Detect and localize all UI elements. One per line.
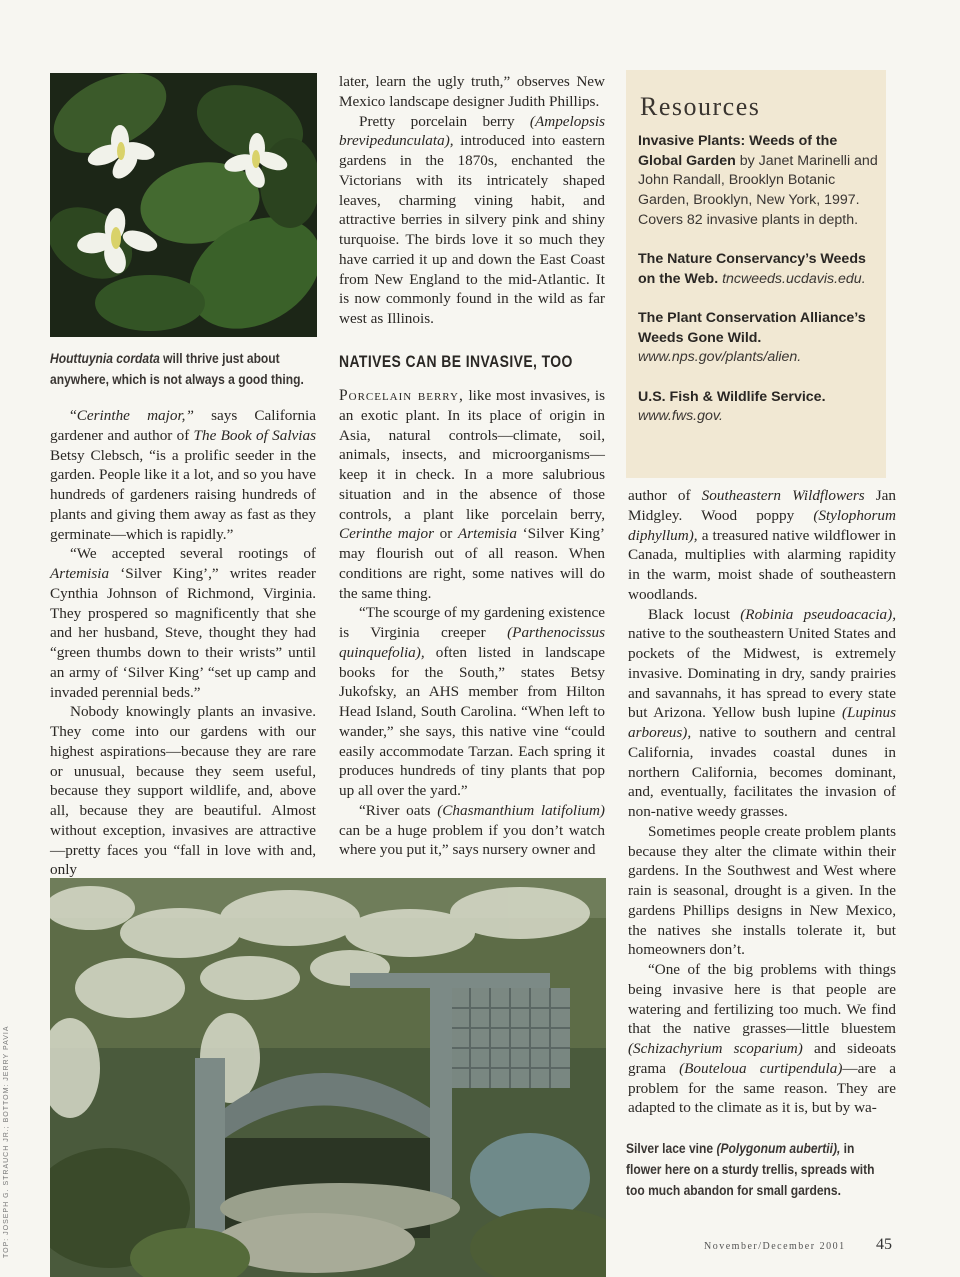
resources-title: Resources xyxy=(640,92,761,121)
photo-credit: TOP: JOSEPH G. STRAUCH JR.; BOTTOM: JERRY PAVIA xyxy=(3,1025,10,1258)
section-lead-in: Porcelain berry, xyxy=(339,387,464,404)
houttuynia-caption-name: Houttuynia cordata xyxy=(50,351,160,366)
lace-vine-caption xyxy=(626,1138,892,1201)
col1-paragraph: “We accepted several rootings of Artemisia ‘Silver King’,” writes reader Cynthia Johnson of Richmond, Virginia. They prospered so magnificently that she and her husband, Steve, thought they had “green thumbs down to their wrists” until an army of ‘Silver King’ “set up camp and invaded perennial beds.” xyxy=(50,545,316,701)
resource-entry: Invasive Plants: Weeds of the Global Garden by Janet Marinelli and John Randall, Brooklyn Botanic Garden, Brooklyn, New York, 1997. Covers 82 invasive plants in depth. xyxy=(638,133,878,228)
resource-entry: U.S. Fish & Wildlife Service. www.fws.gov. xyxy=(638,388,826,425)
lace-vine-caption-text: in flower here on a sturdy trellis, spreads with too much abandon for small gardens. xyxy=(626,1141,875,1198)
col3-paragraph: Sometimes people create problem plants because they alter the climate within their gardens. In the Southwest and West where rain is seasonal, drought is a given. In the gardens Phillips designs in New Mexico, the natives she installs tolerate it, but homeowners don’t. xyxy=(628,822,896,959)
col1-paragraph: Nobody knowingly plants an invasive. They come into our gardens with our highest aspirations—because they are rare or unusual, because they seem useful, because they support wildlife, and, above all, because they are beautiful. Almost without exception, invasives are attractive—pretty faces you “fall in love with and, only xyxy=(50,703,316,879)
issue-date: November/December 2001 xyxy=(704,1241,846,1252)
column-2-section-text xyxy=(339,386,605,860)
col2-paragraph: Pretty porcelain berry (Ampelopsis brevipedunculata), introduced into eastern gardens in the 1870s, enchanted the Victorians with its intricately shaped leaves, charming vining habit, and attractive berries in silvery pink and shiny turquoise. The birds love it so much they have carried it up and down the East Coast from New England to the mid-Atlantic. It is now commonly found in the wild as far west as Illinois. xyxy=(339,112,605,327)
lace-vine-caption-name: (Polygonum aubertii), xyxy=(716,1141,841,1156)
resource-entry: The Nature Conservancy’s Weeds on the Web. tncweeds.ucdavis.edu. xyxy=(638,251,866,287)
lace-vine-caption-lead: Silver lace vine xyxy=(626,1141,717,1156)
houttuynia-caption-text: will thrive just about anywhere, which is not always a good thing. xyxy=(50,351,304,387)
silver-lace-vine-photo xyxy=(50,878,606,1277)
page-number: 45 xyxy=(876,1236,892,1253)
col2-paragraph: later, learn the ugly truth,” observes New Mexico landscape designer Judith Phillips. xyxy=(339,73,605,110)
section-first-para-text: like most invasives, is an exotic plant. In its place of origin in Asia, natural controls—climate, soil, animals, insects, and microorganisms—keep it in check. In a more salubrious situation and in the absence of those controls, a plant like porcelain berry, Cerinthe major or Artemisia ‘Silver King’ may flourish out of all reason. When conditions are right, some natives will do the same thing. xyxy=(339,387,606,602)
resource-entry: The Plant Conservation Alliance’s Weeds Gone Wild. www.nps.gov/plants/alien. xyxy=(638,309,866,366)
col2-section-first-paragraph xyxy=(339,386,605,603)
section-heading: NATIVES CAN BE INVASIVE, TOO xyxy=(339,352,573,371)
col3-paragraph: Black locust (Robinia pseudoacacia), native to the southeastern United States and pockets of the Midwest, is extremely invasive. Dominating in dry, sandy prairies and savannahs, it has spread to every state but Arizona. Yellow bush lupine (Lupinus arboreus), native to southern and central California, invades coastal dunes in northern California, becomes dominant, and, eventually, facilitates the invasion of non-native weedy grasses. xyxy=(628,605,897,820)
column-1-text xyxy=(50,406,316,880)
col2-section-paragraph: “River oats (Chasmanthium latifolium) can be a huge problem if you don’t watch where you put it,” says nursery owner and xyxy=(339,801,605,859)
col2-section-paragraph: “The scourge of my gardening existence is Virginia creeper (Parthenocissus quinquefolia), often listed in landscape books for the South,” states Betsy Jukofsky, an AHS member from Hilton Head Island, South Carolina. “When left to wander,” she says, this native vine “could easily accommodate Tarzan. Each spring it produces hundreds of tiny plants that pop up all over the yard.” xyxy=(339,604,605,799)
houttuynia-photo xyxy=(50,73,317,337)
col1-paragraph: “Cerinthe major,” says California gardener and author of The Book of Salvias Betsy Clebsch, “is a prolific seeder in the garden. People like it a lot, and so you have hundreds of gardeners raising hundreds of plants and giving them away as fast as they germinate—which is rapidly.” xyxy=(50,407,317,543)
column-3-text xyxy=(628,486,896,1118)
resources-box xyxy=(626,70,886,478)
column-2-top-text xyxy=(339,72,605,329)
resources-list xyxy=(638,132,878,446)
col3-paragraph: “One of the big problems with things being invasive here is that people are watering and fertilizing too much. We find that the native grasses—little bluestem (Schizachyrium scoparium) and sideoats grama (Bouteloua curtipendula)—are a problem for the same reason. They are adapted to the climate as it is, but by wa- xyxy=(628,961,896,1117)
houttuynia-caption xyxy=(50,348,316,390)
col3-paragraph: author of Southeastern Wildflowers Jan Midgley. Wood poppy (Stylophorum diphyllum), a treasured native wildflower in Canada, multiplies with alarming rapidity in the warm, moist shade of southeastern woodlands. xyxy=(628,487,897,603)
